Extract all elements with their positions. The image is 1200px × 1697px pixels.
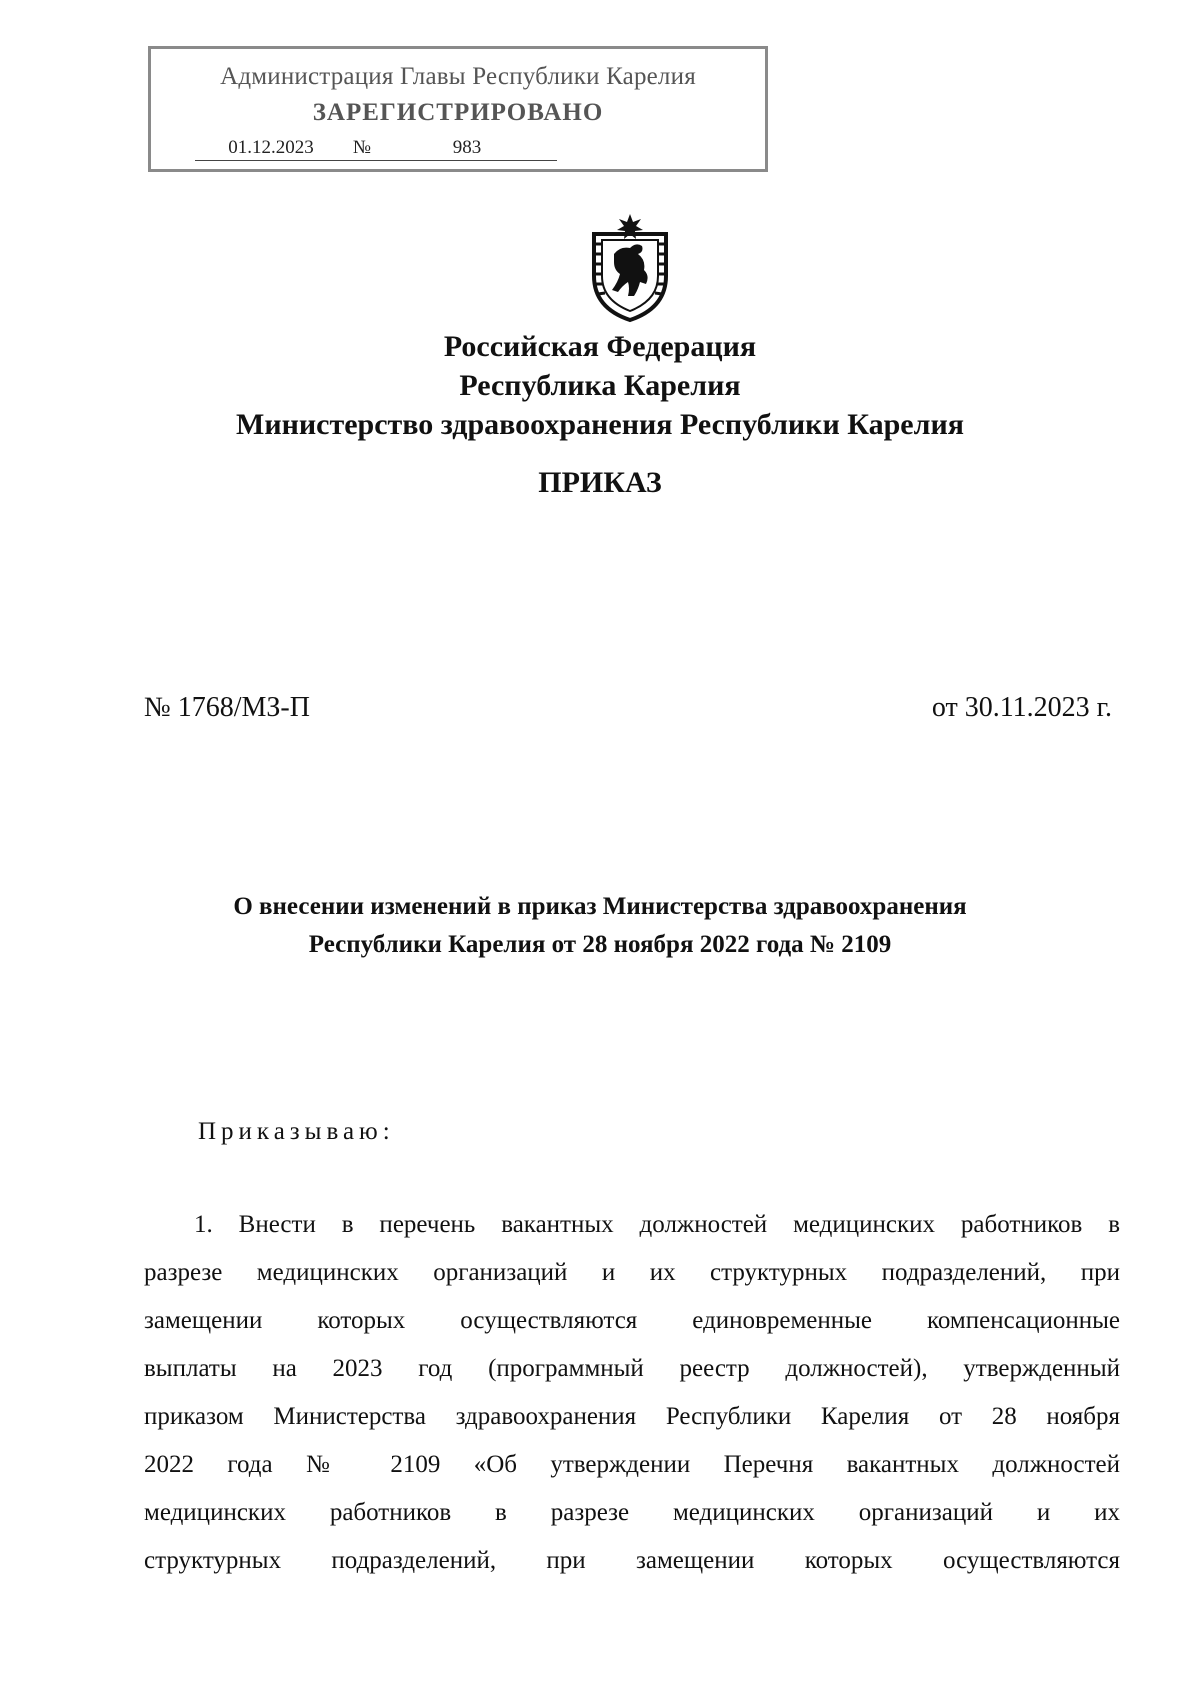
- paragraph-line: приказом Министерства здравоохранения Республики Карелия от 28 ноября: [144, 1403, 1120, 1430]
- paragraph-line: структурных подразделений, при замещении которых осуществляются: [144, 1547, 1120, 1574]
- republic-heading: Республика Карелия: [459, 369, 741, 402]
- paragraph-line: 1. Внести в перечень вакантных должностей медицинских работников в: [194, 1211, 1120, 1238]
- paragraph-line: 2022 года № 2109 «Об утверждении Перечня вакантных должностей: [144, 1451, 1120, 1478]
- stamp-registered-label: ЗАРЕГИСТРИРОВАНО: [312, 99, 604, 126]
- stamp-authority: Администрация Главы Республики Карелия: [220, 63, 696, 90]
- order-number: № 1768/МЗ-П: [144, 692, 310, 723]
- paragraph-line: разрезе медицинских организаций и их структурных подразделений, при: [144, 1259, 1120, 1286]
- stamp-number: 983: [377, 137, 557, 161]
- subject-line-2: Республики Карелия от 28 ноября 2022 года № 2109: [308, 931, 892, 958]
- paragraph-line: выплаты на 2023 год (программный реестр должностей), утвержденный: [144, 1355, 1120, 1382]
- karelia-coat-of-arms-icon: [584, 212, 676, 324]
- paragraph-line: замещении которых осуществляются единовременные компенсационные: [144, 1307, 1120, 1334]
- order-subject: [0, 888, 1200, 964]
- document-type-heading: ПРИКАЗ: [538, 466, 662, 499]
- stamp-date: 01.12.2023: [195, 137, 347, 161]
- order-directive: Приказываю:: [198, 1118, 395, 1145]
- paragraph-line: медицинских работников в разрезе медицинских организаций и их: [144, 1499, 1120, 1526]
- registration-stamp: [148, 46, 768, 172]
- ministry-heading: Министерство здравоохранения Республики Карелия: [236, 408, 964, 441]
- country-heading: Российская Федерация: [443, 330, 757, 363]
- stamp-registration-row: [195, 137, 557, 161]
- subject-line-1: О внесении изменений в приказ Министерства здравоохранения: [233, 893, 967, 920]
- stamp-number-sign: №: [347, 137, 377, 161]
- order-date: от 30.11.2023 г.: [931, 692, 1112, 723]
